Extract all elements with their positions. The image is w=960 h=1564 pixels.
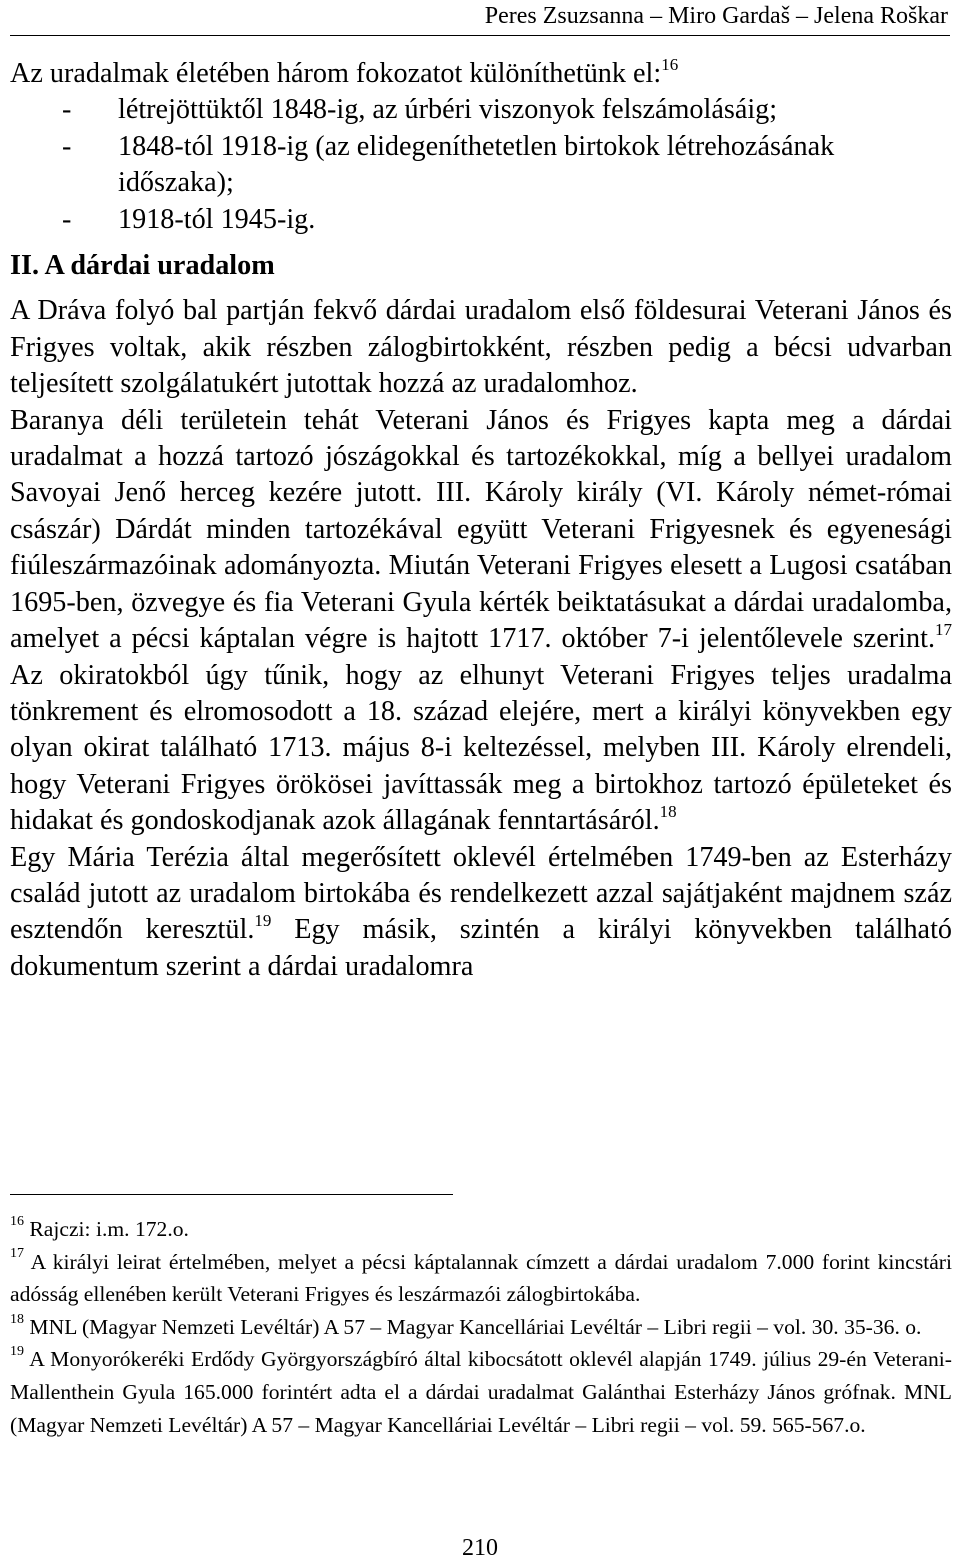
footnotes <box>10 1213 952 1441</box>
paragraph-2-text-a: Baranya déli területein tehát Veterani János és Frigyes kapta meg a dárdai uradalmat a hozzá tartozó jószágokkal és tartozékokkal, míg a bellyei uradalom Savoyai Jenő herceg kezére jutott. III. Károly király (VI. Károly német-római császár) Dárdát minden tartozékával együtt Veterani Frigyesnek és egyenesági fiúleszármazóinak adományozta. Miután Veterani Frigyes elesett a Lugosi csatában 1695-ben, özvegye és fia Veterani Gyula kérték beiktatásukat a dárdai uradalomba, amelyet a pécsi káptalan végre is hajtott 1717. október 7-i jelentőlevele szerint. <box>10 404 952 655</box>
period-item <box>10 92 952 128</box>
list-dash: - <box>62 130 72 162</box>
list-dash: - <box>62 94 72 126</box>
footnote-text: A királyi leirat értelmében, melyet a pécsi káptalannak címzett a dárdai uradalom 7.000 forint kincstári adósság ellenében került Veterani Frigyes és leszármazói zálogbirtokába. <box>10 1249 952 1307</box>
period-item <box>10 129 952 202</box>
paragraph-3 <box>10 840 952 986</box>
running-header: Peres Zsuzsanna – Miro Gardaš – Jelena Roškar <box>484 3 948 29</box>
main-text <box>10 56 952 985</box>
footnote-19 <box>10 1343 952 1441</box>
footnote-divider <box>10 1194 453 1195</box>
intro-text: Az uradalmak életében három fokozatot különíthetünk el: <box>10 58 662 89</box>
paragraph-2-text-b: Az okiratokból úgy tűnik, hogy az elhunyt Veterani Frigyes teljes uradalma tönkrement és elromosodott a 18. század elejére, mert a királyi könyvekben egy olyan okirat található 1713. május 8-i keltezéssel, melyben III. Károly elrendeli, hogy Veterani Frigyes örökösei javíttassák meg a birtokhoz tartozó épületeket és hidakat és gondoskodjanak azok állagának fenntartásáról. <box>10 659 952 837</box>
period-item <box>10 202 952 238</box>
footnote-16 <box>10 1213 952 1246</box>
paragraph-3-text-b: Egy másik, szintén a királyi könyvekben található dokumentum szerint a dárdai uradalomra <box>10 914 952 982</box>
period-text: 1848-tól 1918-ig (az elidegeníthetetlen birtokok létrehozásának időszaka); <box>118 130 835 199</box>
paragraph-3-text-a: Egy Mária Terézia által megerősített oklevél értelmében 1749-ben az Esterházy család jutott az uradalom birtokába és rendelkezett azzal sajátjaként majdnem száz esztendőn keresztül. <box>10 841 952 946</box>
footnote-number: 19 <box>10 1344 24 1360</box>
footnote-text: A Monyorókeréki Erdődy Györgyországbíró által kibocsátott oklevél alapján 1749. július 29-én Veterani-Mallenthein Gyula 165.000 forintért adta el a dárdai uradalmat Galánthai Esterházy János grófnak. MNL (Magyar Nemzeti Levéltár) A 57 – Magyar Kancelláriai Levéltár – Libri regii – vol. 59. 565-567.o. <box>10 1347 952 1437</box>
footnote-text: Rajczi: i.m. 172.o. <box>29 1217 189 1241</box>
footnote-17 <box>10 1246 952 1311</box>
paragraph-2 <box>10 403 952 840</box>
header-divider <box>10 35 950 36</box>
section-heading: II. A dárdai uradalom <box>10 250 275 282</box>
footnote-number: 17 <box>10 1246 24 1262</box>
period-list <box>10 92 952 238</box>
period-text: 1918-tól 1945-ig. <box>118 203 316 235</box>
list-dash: - <box>62 203 72 235</box>
footnote-ref-17[interactable]: 17 <box>935 619 952 639</box>
footnote-ref-16[interactable]: 16 <box>661 54 679 74</box>
footnote-ref-19[interactable]: 19 <box>254 910 272 930</box>
page-number: 210 <box>462 1535 498 1561</box>
footnote-ref-18[interactable]: 18 <box>659 801 677 821</box>
footnote-18 <box>10 1311 952 1344</box>
intro-paragraph <box>10 56 952 92</box>
footnote-number: 18 <box>10 1311 24 1327</box>
footnote-number: 16 <box>10 1213 24 1229</box>
paragraph-1: A Dráva folyó bal partján fekvő dárdai uradalom első földesurai Veterani János és Frigyes voltak, akik részben zálogbirtokként, részben pedig a bécsi udvarban teljesített szolgálatukért jutottak hozzá az uradalomhoz. <box>10 295 952 400</box>
period-text: létrejöttüktől 1848-ig, az úrbéri viszonyok felszámolásáig; <box>118 94 778 126</box>
footnote-text: MNL (Magyar Nemzeti Levéltár) A 57 – Magyar Kancelláriai Levéltár – Libri regii – vol. 30. 35-36. o. <box>29 1314 922 1339</box>
